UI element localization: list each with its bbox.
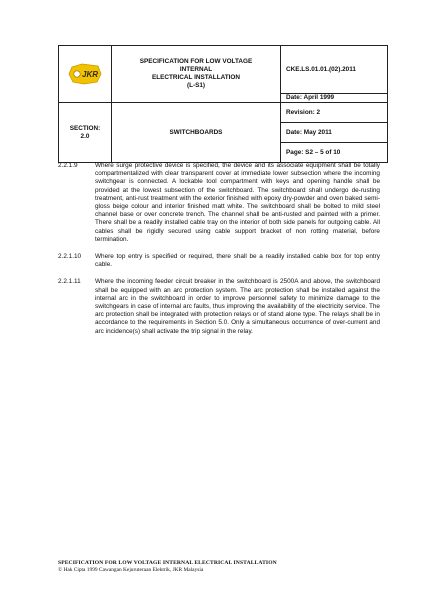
document-footer [58, 560, 378, 573]
title-line-4: (L-S1) [186, 82, 206, 89]
clause-number: 2.2.1.11 [58, 278, 81, 286]
doc-code-cell [281, 46, 388, 94]
title-line-2: INTERNAL [179, 66, 213, 73]
document-title-cell [112, 46, 281, 103]
footer-title: SPECIFICATION FOR LOW VOLTAGE INTERNAL ELECTRICAL INSTALLATION [58, 560, 277, 566]
title-line-1: SPECIFICATION FOR LOW VOLTAGE [139, 58, 253, 65]
date-cell [281, 94, 388, 103]
clause-text: Where top entry is specified or required, there shall be a readily installed cable box for top entry cable. [95, 253, 380, 269]
issue-date: Date: April 1999 [286, 94, 335, 101]
title-line-3: ELECTRICAL INSTALLATION [151, 74, 241, 81]
clause-text: Where surge protective device is specified, the device and its associate equipment shall be totally compartmentalized with clear transparent cover at immediate lower subsection where the incoming switchgear is connected. A lockable tool compartment with keys and opening handle shall be provided at the lowest subsection of the switchboard. The switchboard shall undergo de-rusting treatment, anti-rust treatment with the exterior finished with epoxy dry-powder and oven baked semi-gloss beige colour and interior finished matt white. The switchboard shall be bolted to mild steel channel base or over concrete trench. The channel shall be anti-rusted and painted with a primer. There shall be a readily installed cable tray on the interior of both side panels for outgoing cable. All cables shall be rigidly secured using cable support bracket of non rotting material, before termination. [95, 162, 380, 243]
section-title: SWITCHBOARDS [169, 128, 223, 136]
document-header-table [58, 45, 388, 163]
footer-copyright: © Hak Cipta 1999 Cawangan Kejuruteraan Elektrik, JKR Malaysia [58, 567, 204, 573]
clause-text: Where the incoming feeder circuit breaker in the switchboard is 2500A and above, the switchboard shall be equipped with an arc protection system. The arc protection shall be installed against the internal arc in the switchboard in order to improve personnel safety to minimize damage to the switchgears in case of internal arc faults, thus improving the availability of the electricity service. The arc protection shall be integrated with protection relays or of stand alone type. The relays shall be in accordance to the requirements in Section 5.0. Only a simultaneous occurrence of over-current and arc incidence(s) shall activate the trip signal in the relay. [95, 278, 380, 335]
clause-number: 2.2.1.10 [58, 253, 82, 261]
revision: Revision: 2 [286, 108, 321, 116]
page-cell [281, 143, 388, 163]
section-label: SECTION: [69, 124, 101, 132]
revision-date: Date: May 2011 [286, 128, 332, 136]
section-cell [59, 103, 112, 163]
doc-code: CKE.LS.01.01.(02).2011 [286, 65, 356, 73]
revision-cell [281, 103, 388, 123]
clause-2-2-1-10 [58, 253, 380, 269]
clause-number: 2.2.1.9 [58, 162, 78, 169]
clause-2-2-1-11 [58, 278, 380, 335]
logo-text: JKR [82, 70, 99, 79]
section-title-cell [112, 103, 281, 163]
section-number: 2.0 [80, 132, 90, 140]
clause-2-2-1-9 [58, 162, 380, 244]
document-body [58, 162, 380, 345]
logo-cell [59, 46, 112, 103]
page-number: Page: S2 – 5 of 10 [286, 148, 341, 156]
jkr-logo-icon [59, 63, 111, 85]
revision-date-cell [281, 123, 388, 143]
